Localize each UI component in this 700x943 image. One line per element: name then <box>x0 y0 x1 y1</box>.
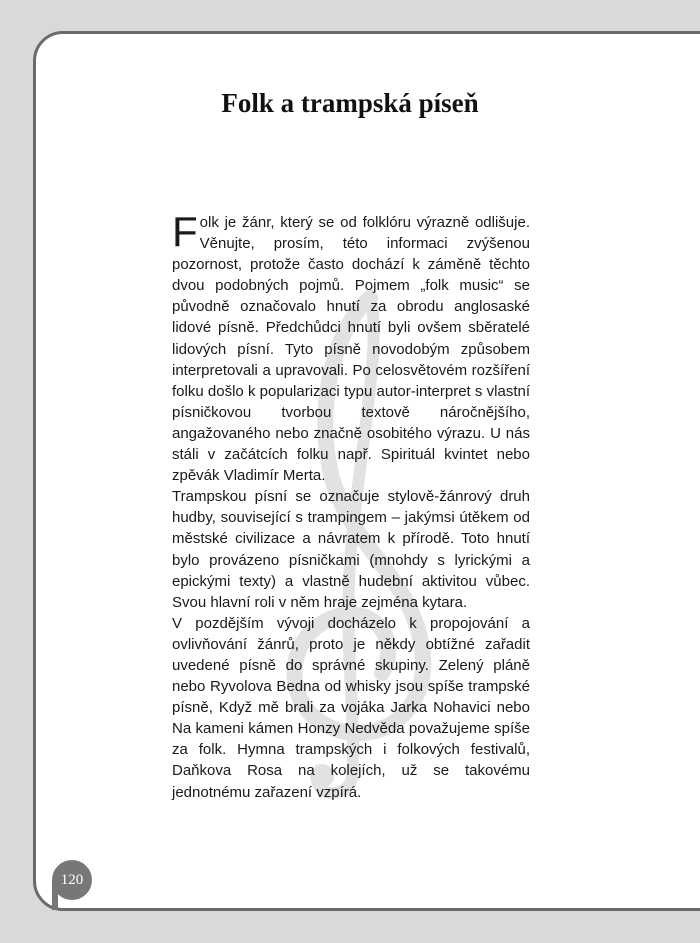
drop-cap: F <box>172 208 198 255</box>
paragraph-folk-text: olk je žánr, který se od folklóru výrazně odlišuje. Věnujte, prosím, této informaci zvýšenou pozornost, protože často dochází k záměně těchto dvou podobných pojmů. Pojmem „folk music“ se původně označovalo hnutí za obrodu anglosaské lidové písně. Předchůdci hnutí byli ovšem sběratelé lidových písní. Tyto písně novodobým způsobem interpretovali a upravovali. Po celosvětovém rozšíření folku došlo k popularizaci typu autor-interpret s vlastní písničkovou tvorbou textově náročnějšího, angažovaného nebo značně osobitého výrazu. U nás stáli v začátcích folku např. Spirituál kvintet nebo zpěvák Vladimír Merta. <box>172 214 530 485</box>
paragraph-genres: V pozdějším vývoji docházelo k propojování a ovlivňování žánrů, proto je někdy obtížné zařadit uvedené písně do správné skupiny. Zelený pláně nebo Ryvolova Bedna od whisky jsou spíše trampské písně, Když mě brali za vojáka Jarka Nohavici nebo Na kameni kámen Honzy Nedvěda považujeme spíše za folk. Hymna trampských i folkových festivalů, Daňkova Rosa na kolejích, už se takovému jednotnému zařazení vzpírá. <box>172 614 530 801</box>
page-title: Folk a trampská píseň <box>221 88 479 118</box>
paragraph-tramp: Trampskou písní se označuje stylově-žánrový druh hudby, související s trampingem – jakýmsi útěkem od městské civilizace a návratem k přírodě. Toto hnutí bylo provázeno písničkami (mnohdy s lyrickými a epickými texty) a vlastně hudební aktivitou vůbec. Svou hlavní roli v něm hraje zejména kytara. <box>172 488 530 611</box>
page-number-badge: 120 <box>52 860 92 900</box>
article-body <box>172 208 530 803</box>
paragraph-folk <box>172 208 530 486</box>
